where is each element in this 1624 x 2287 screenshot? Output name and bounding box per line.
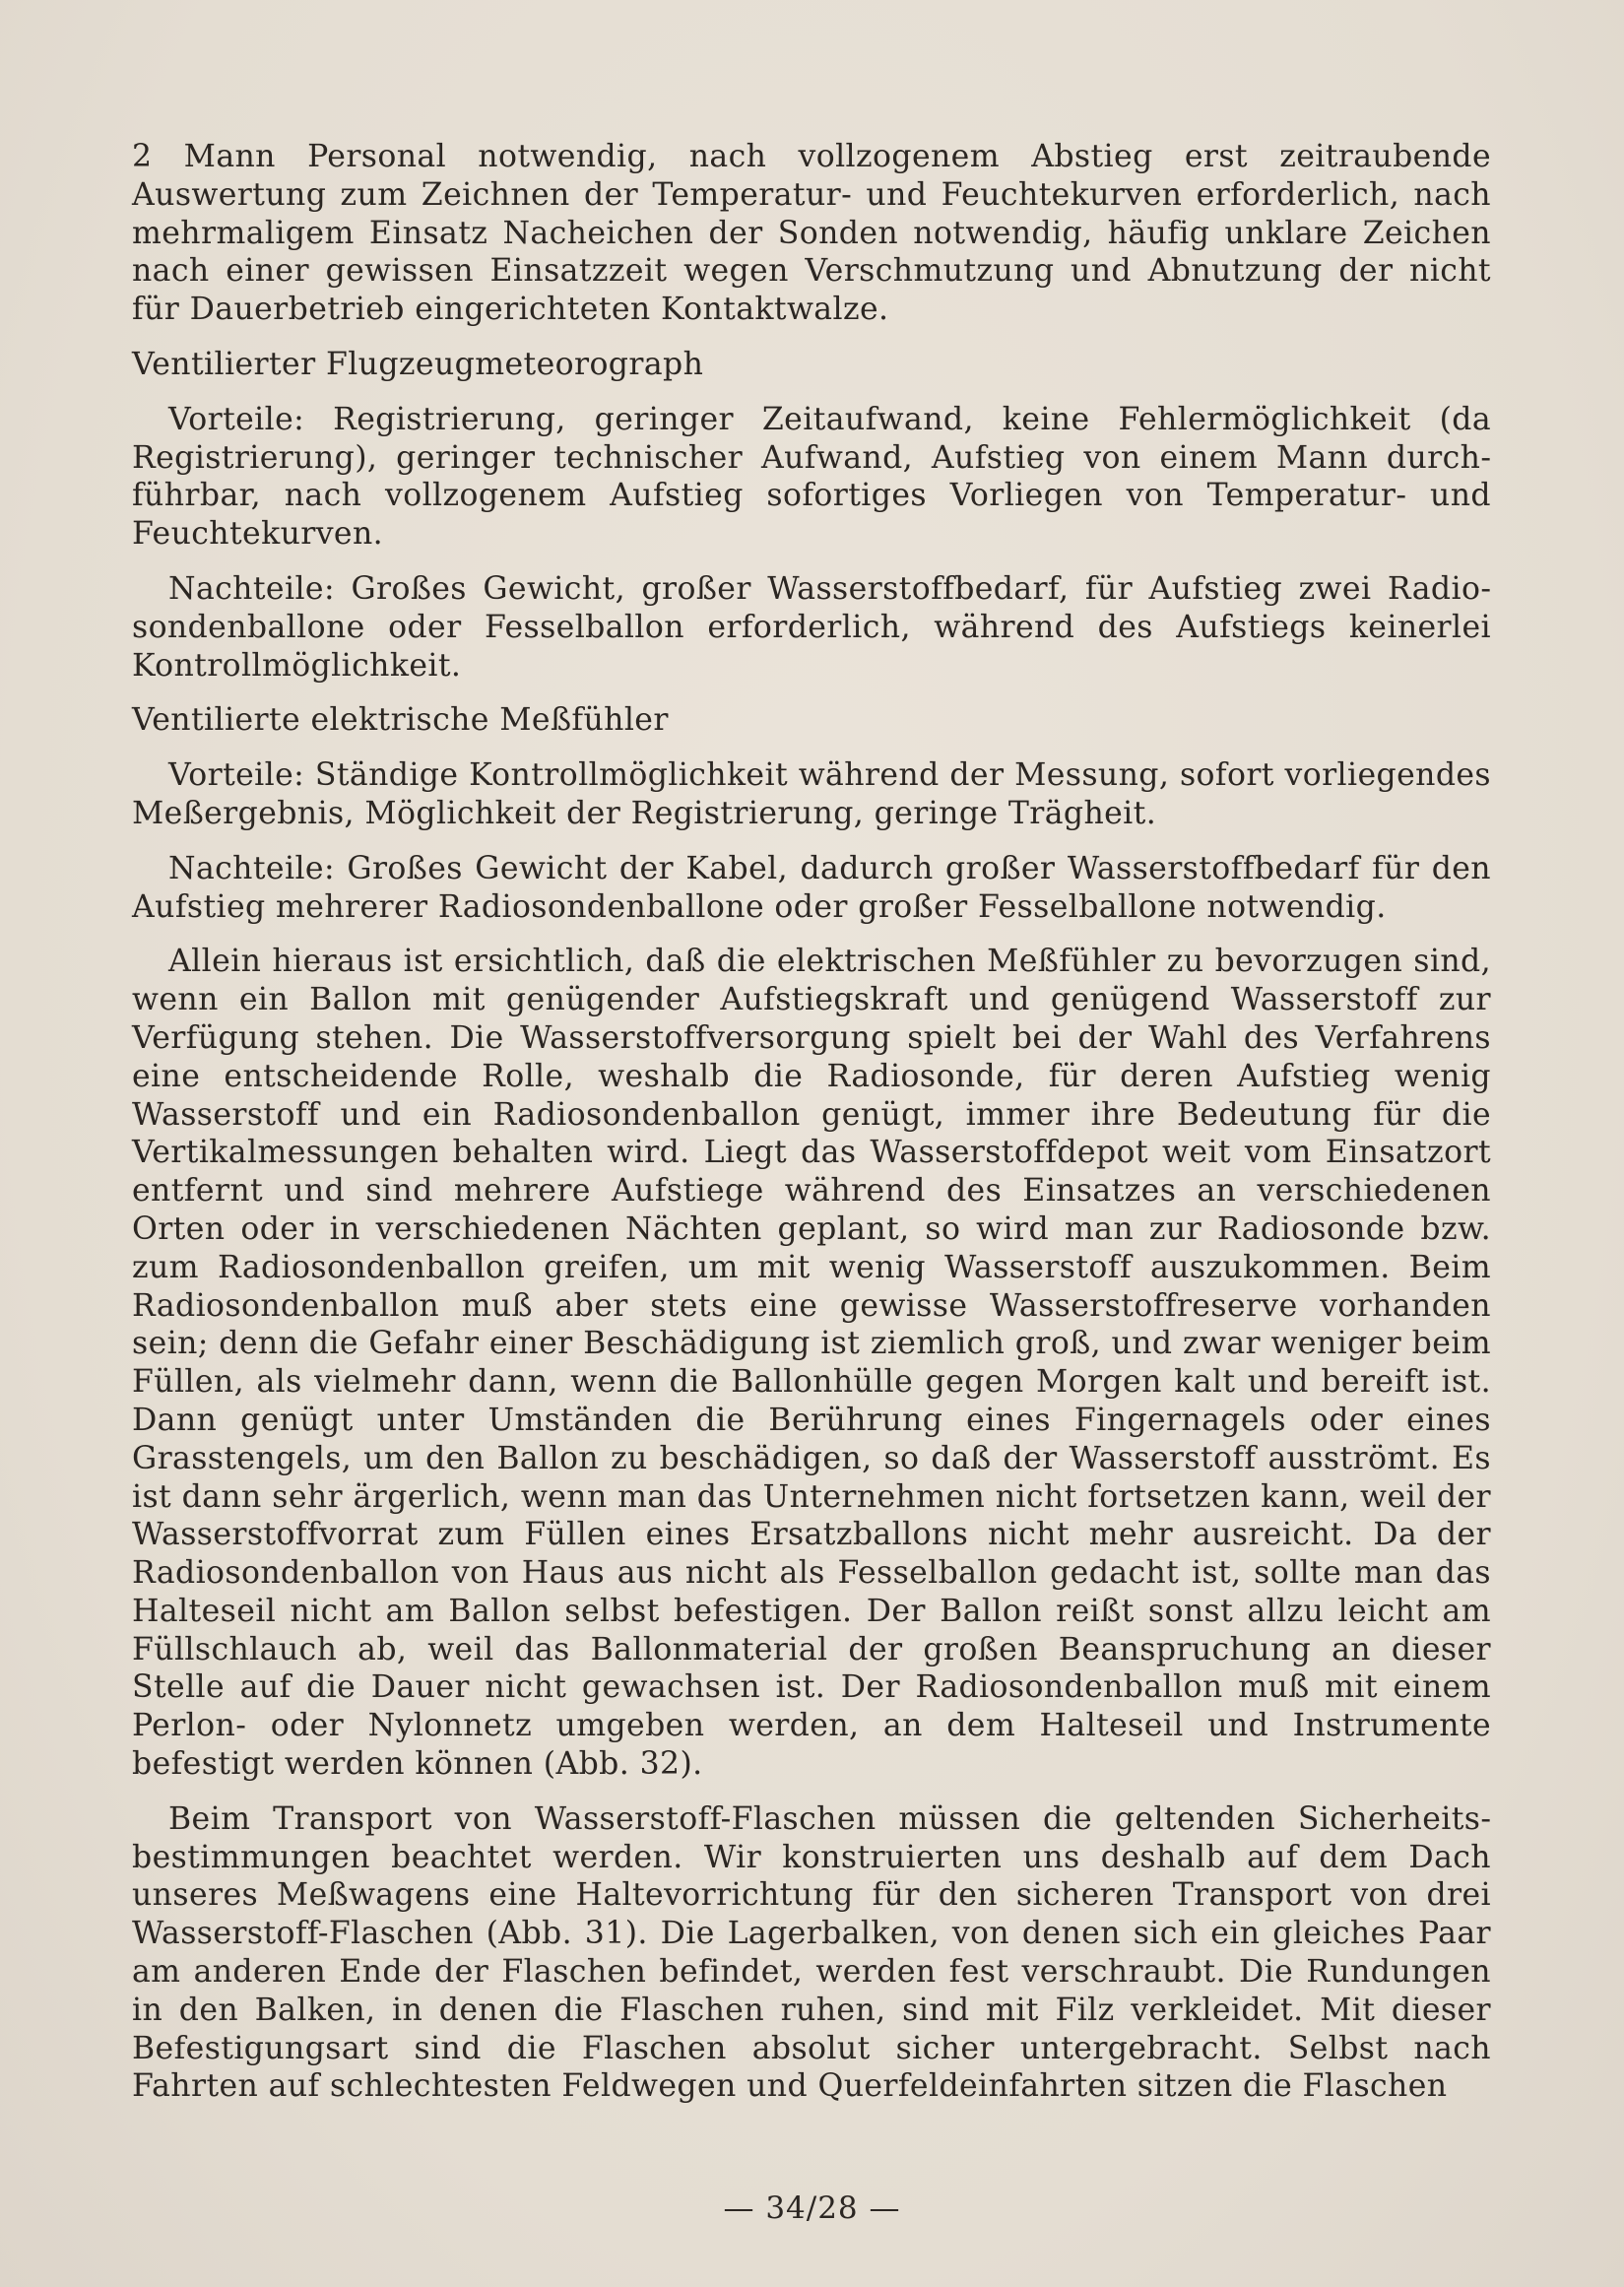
paragraph: Nachteile: Großes Gewicht der Kabel, dadurch großer Wasserstoffbedarf für den Aufstieg mehrerer Radiosondenballone oder großer Fesselballone notwendig.	[132, 850, 1491, 925]
paragraph: Allein hieraus ist ersichtlich, daß die elektrischen Meßfühler zu bevorzugen sind, wenn ein Ballon mit genügender Aufstiegskraft und genügend Wasserstoff zur Verfügung stehen. Die Wasserstoffversorgung spielt bei der Wahl des Verfahrens eine entscheidende Rolle, weshalb die Radiosonde, für deren Aufstieg wenig Wasserstoff und ein Radiosondenballon genügt, immer ihre Bedeutung für die Vertikalmessungen behalten wird. Liegt das Wasserstoffdepot weit vom Einsatzort entfernt und sind mehrere Aufstiege während des Einsatzes an verschiedenen Orten oder in verschiedenen Nächten geplant, so wird man zur Radiosonde bzw. zum Radiosondenballon greifen, um mit wenig Wasserstoff auszukommen. Beim Radiosondenballon muß aber stets eine gewisse Wasserstoffreserve vorhanden sein; denn die Gefahr einer Beschädigung ist ziemlich groß, und zwar weniger beim Füllen, als vielmehr dann, wenn die Ballonhülle gegen Morgen kalt und bereift ist. Dann genügt unter Umständen die Berührung eines Fingernagels oder eines Grasstengels, um den Ballon zu beschädigen, so daß der Wasserstoff ausströmt. Es ist dann sehr ärgerlich, wenn man das Unternehmen nicht fortsetzen kann, weil der Wasserstoffvorrat zum Füllen eines Ersatzballons nicht mehr ausreicht. Da der Radiosondenballon von Haus aus nicht als Fesselballon gedacht ist, sollte man das Halteseil nicht am Ballon selbst befestigen. Der Ballon reißt sonst allzu leicht am Füllschlauch ab, weil das Ballonmaterial der großen Beanspruchung an dieser Stelle auf die Dauer nicht gewachsen ist. Der Radiosondenballon muß mit einem Perlon- oder Nylonnetz umgeben werden, an dem Halteseil und Instrumente befestigt werden können (Abb. 32).	[132, 944, 1491, 1783]
paragraph: 2 Mann Personal notwendig, nach vollzogenem Abstieg erst zeitraubende Auswertung zum Zeichnen der Temperatur- und Feuchtekurven erforderlich, nach mehrmaligem Einsatz Nacheichen der Sonden notwendig, häufig unklare Zeichen nach einer gewissen Einsatzzeit wegen Verschmutzung und Abnutzung der nicht für Dauerbetrieb eingerichteten Kontaktwalze.	[132, 139, 1491, 328]
paragraph: Nachteile: Großes Gewicht, großer Wasserstoffbedarf, für Aufstieg zwei Radiosondenballone oder Fesselballon erforderlich, während des Aufstiegs keinerlei Kontrollmöglichkeit.	[132, 570, 1491, 684]
page-body	[132, 138, 1491, 2123]
paragraph: Beim Transport von Wasserstoff-Flaschen müssen die geltenden Sicherheitsbestimmungen beachtet werden. Wir konstruierten uns deshalb auf dem Dach unseres Meßwagens eine Haltevorrichtung für den sicheren Transport von drei Wasserstoff-Flaschen (Abb. 31). Die Lagerbalken, von denen sich ein gleiches Paar am anderen Ende der Flaschen befindet, werden fest verschraubt. Die Rundungen in den Balken, in denen die Flaschen ruhen, sind mit Filz verkleidet. Mit dieser Befestigungsart sind die Flaschen absolut sicher untergebracht. Selbst nach Fahrten auf schlechtesten Feldwegen und Querfeldeinfahrten sitzen die Flaschen	[132, 1800, 1491, 2105]
paragraph: Vorteile: Ständige Kontrollmöglichkeit während der Messung, sofort vorliegendes Meßergebnis, Möglichkeit der Registrierung, geringe Trägheit.	[132, 757, 1491, 831]
page-number: — 34/28 —	[723, 2190, 901, 2226]
section-heading: Ventilierte elektrische Meßfühler	[132, 702, 669, 739]
section-heading: Ventilierter Flugzeugmeteorograph	[132, 346, 704, 382]
paragraph: Vorteile: Registrierung, geringer Zeitaufwand, keine Fehlermöglichkeit (da Registrierung), geringer technischer Aufwand, Aufstieg von einem Mann durchführbar, nach vollzogenem Aufstieg sofortiges Vorliegen von Temperatur- und Feuchtekurven.	[132, 401, 1491, 553]
